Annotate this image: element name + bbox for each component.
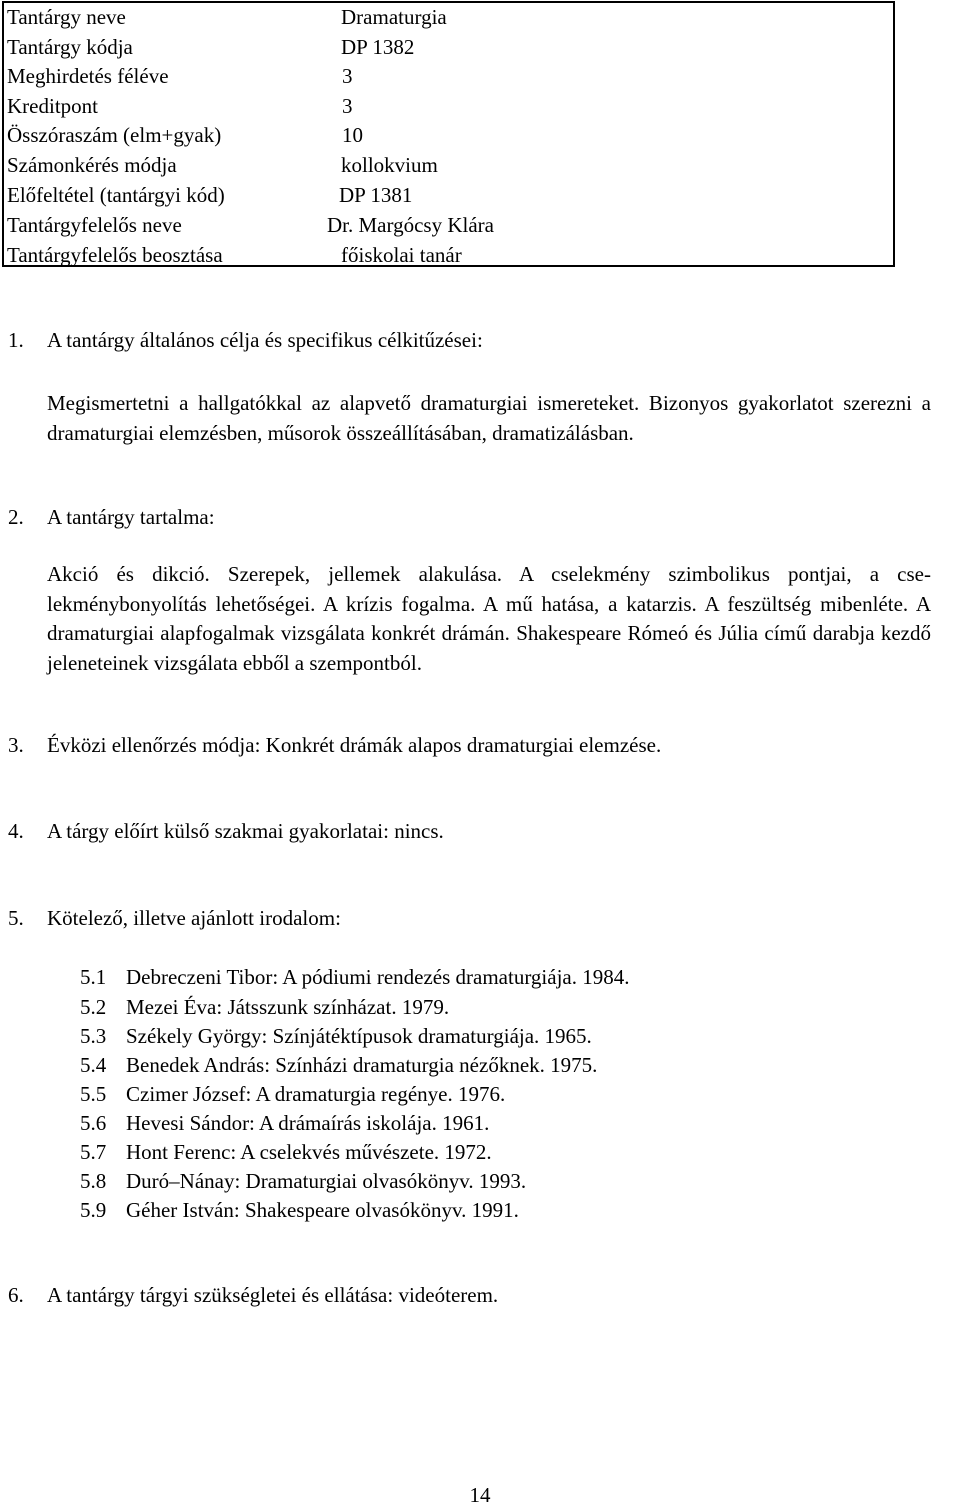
- literature-number: 5.4: [80, 1053, 107, 1077]
- info-value: kollokvium: [341, 153, 438, 177]
- info-value: DP 1381: [339, 183, 413, 207]
- info-label: Előfeltétel (tantárgyi kód): [7, 183, 225, 207]
- literature-number: 5.7: [80, 1140, 107, 1164]
- literature-number: 5.9: [80, 1198, 107, 1222]
- section-3-heading: Évközi ellenőrzés módja: Konkrét drámák alapos dramaturgiai elemzése.: [47, 733, 662, 757]
- section-4-heading: A tárgy előírt külső szakmai gyakorlatai: nincs.: [47, 819, 444, 843]
- section-6-number: 6.: [8, 1283, 24, 1307]
- page-number: 14: [469, 1483, 491, 1507]
- info-label: Kreditpont: [7, 94, 98, 118]
- literature-number: 5.5: [80, 1082, 107, 1106]
- section-1-number: 1.: [8, 328, 24, 352]
- literature-text: Székely György: Színjátéktípusok dramaturgiája. 1965.: [126, 1024, 592, 1048]
- literature-text: Benedek András: Színházi dramaturgia nézőknek. 1975.: [126, 1053, 598, 1077]
- info-value: 3: [342, 64, 353, 88]
- info-label: Tantárgyfelelős beosztása: [7, 243, 223, 267]
- info-value: 3: [342, 94, 353, 118]
- info-label: Tantárgyfelelős neve: [7, 213, 182, 237]
- literature-number: 5.8: [80, 1169, 107, 1193]
- info-label: Meghirdetés féléve: [7, 64, 169, 88]
- literature-number: 5.2: [80, 995, 107, 1019]
- info-value: főiskolai tanár: [341, 243, 462, 267]
- info-value: 10: [342, 123, 363, 147]
- section-2-body: Akció és dikció. Szerepek, jellemek alakulása. A cselekmény szimbolikus pontjai, a cselekménybonyolítás lehetőségei. A krízis fogalma. A mű hatása, a katarzis. A feszültség mibenléte. A dramaturgiai alapfogalmak vizsgálata konkrét drámán. Shakespeare Rómeó és Júlia című darabja kezdő jeleneteinek vizsgálata ebből a szempontból.: [47, 562, 931, 675]
- section-1-body: Megismertetni a hallgatókkal az alapvető dramaturgiai ismereteket. Bizonyos gyakorlatot szerezni a dramaturgiai elemzésben, műsorok összeállításában, dramatizálásban.: [47, 391, 931, 445]
- section-2-heading: A tantárgy tartalma:: [47, 505, 215, 529]
- literature-text: Duró–Nánay: Dramaturgiai olvasókönyv. 1993.: [126, 1169, 527, 1193]
- literature-text: Debreczeni Tibor: A pódiumi rendezés dramaturgiája. 1984.: [126, 965, 630, 989]
- literature-number: 5.1: [80, 965, 107, 989]
- section-4-number: 4.: [8, 819, 24, 843]
- literature-number: 5.3: [80, 1024, 107, 1048]
- section-5-heading: Kötelező, illetve ajánlott irodalom:: [47, 906, 341, 930]
- info-label: Összóraszám (elm+gyak): [7, 123, 222, 147]
- section-1-heading: A tantárgy általános célja és specifikus célkitűzései:: [47, 328, 483, 352]
- section-6-heading: A tantárgy tárgyi szükségletei és ellátása: videóterem.: [47, 1283, 499, 1307]
- literature-text: Géher István: Shakespeare olvasókönyv. 1991.: [126, 1198, 519, 1222]
- info-label: Tantárgy neve: [7, 5, 126, 29]
- info-value: DP 1382: [341, 35, 415, 59]
- literature-text: Mezei Éva: Játsszunk színházat. 1979.: [126, 995, 450, 1019]
- info-value: Dr. Margócsy Klára: [327, 213, 494, 237]
- literature-text: Czimer József: A dramaturgia regénye. 1976.: [126, 1082, 506, 1106]
- literature-text: Hevesi Sándor: A drámaírás iskolája. 1961.: [126, 1111, 490, 1135]
- section-3-number: 3.: [8, 733, 24, 757]
- literature-number: 5.6: [80, 1111, 107, 1135]
- section-5-number: 5.: [8, 906, 24, 930]
- info-label: Tantárgy kódja: [7, 35, 133, 59]
- info-value: Dramaturgia: [341, 5, 447, 29]
- literature-text: Hont Ferenc: A cselekvés művészete. 1972.: [126, 1140, 492, 1164]
- info-label: Számonkérés módja: [7, 153, 177, 177]
- section-2-number: 2.: [8, 505, 24, 529]
